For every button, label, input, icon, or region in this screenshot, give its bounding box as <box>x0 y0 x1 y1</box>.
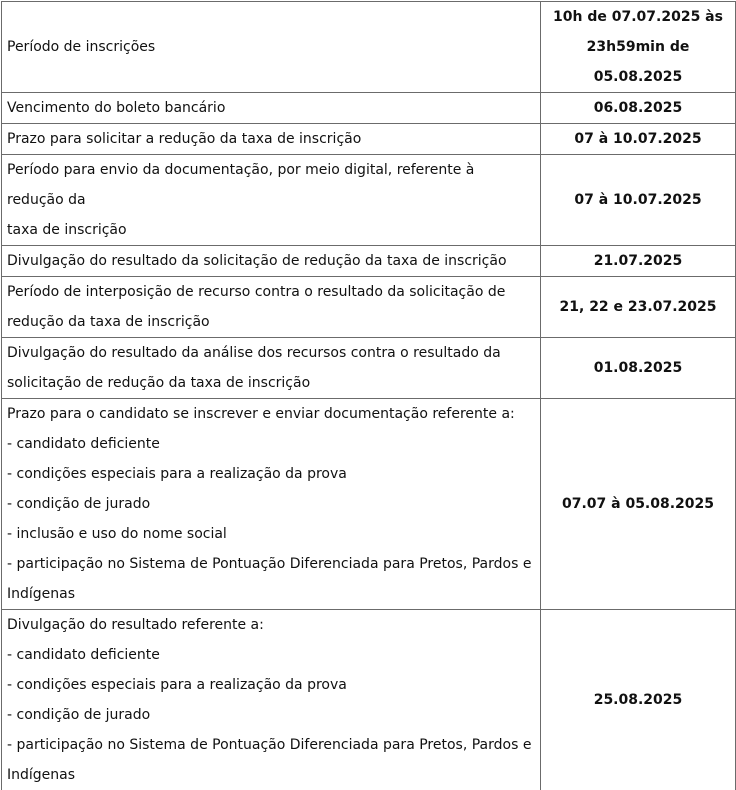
event-date <box>541 93 736 124</box>
event-description-line: solicitação de redução da taxa de inscrição <box>7 368 535 398</box>
event-description-line: - participação no Sistema de Pontuação Diferenciada para Pretos, Pardos e <box>7 730 535 760</box>
event-date <box>541 399 736 610</box>
event-date <box>541 155 736 246</box>
event-description-line: - candidato deficiente <box>7 429 535 459</box>
event-date <box>541 338 736 399</box>
schedule-row <box>2 155 736 246</box>
event-description-line: Indígenas <box>7 579 535 609</box>
event-description <box>2 277 541 338</box>
event-date-line: 10h de 07.07.2025 às <box>546 2 730 32</box>
event-description-line: redução da taxa de inscrição <box>7 307 535 337</box>
event-description <box>2 610 541 790</box>
schedule-body <box>2 2 736 790</box>
event-description <box>2 93 541 124</box>
event-description-line: Período de inscrições <box>7 32 535 62</box>
event-date-line: 06.08.2025 <box>546 93 730 123</box>
event-description-line: Divulgação do resultado da análise dos recursos contra o resultado da <box>7 338 535 368</box>
event-date <box>541 277 736 338</box>
schedule-row <box>2 124 736 155</box>
event-description-line: - condição de jurado <box>7 489 535 519</box>
event-date <box>541 246 736 277</box>
schedule-table <box>1 1 736 790</box>
schedule-row <box>2 610 736 790</box>
event-description-line: - inclusão e uso do nome social <box>7 519 535 549</box>
event-description <box>2 399 541 610</box>
event-description-line: - condição de jurado <box>7 700 535 730</box>
event-description-line: Prazo para solicitar a redução da taxa de inscrição <box>7 124 535 154</box>
event-description-line: - participação no Sistema de Pontuação Diferenciada para Pretos, Pardos e <box>7 549 535 579</box>
event-description <box>2 2 541 93</box>
event-description-line: taxa de inscrição <box>7 215 535 245</box>
event-date <box>541 2 736 93</box>
schedule-row <box>2 399 736 610</box>
event-date-line: 07 à 10.07.2025 <box>546 185 730 215</box>
event-date-line: 07.07 à 05.08.2025 <box>546 489 730 519</box>
schedule-row <box>2 277 736 338</box>
event-description <box>2 338 541 399</box>
event-date-line: 01.08.2025 <box>546 353 730 383</box>
event-description-line: Vencimento do boleto bancário <box>7 93 535 123</box>
event-description-line: - condições especiais para a realização da prova <box>7 670 535 700</box>
schedule-row <box>2 2 736 93</box>
event-description <box>2 155 541 246</box>
event-description-line: - candidato deficiente <box>7 640 535 670</box>
schedule-row <box>2 93 736 124</box>
event-date <box>541 610 736 790</box>
event-description-line: Indígenas <box>7 760 535 790</box>
event-description <box>2 124 541 155</box>
event-description-line: Período para envio da documentação, por meio digital, referente à redução da <box>7 155 535 215</box>
event-description-line: Divulgação do resultado referente a: <box>7 610 535 640</box>
event-date-line: 21, 22 e 23.07.2025 <box>546 292 730 322</box>
event-date-line: 21.07.2025 <box>546 246 730 276</box>
event-date-line: 23h59min de 05.08.2025 <box>546 32 730 92</box>
event-description <box>2 246 541 277</box>
schedule-row <box>2 246 736 277</box>
event-date <box>541 124 736 155</box>
event-description-line: - condições especiais para a realização da prova <box>7 459 535 489</box>
event-description-line: Período de interposição de recurso contra o resultado da solicitação de <box>7 277 535 307</box>
event-date-line: 07 à 10.07.2025 <box>546 124 730 154</box>
schedule-row <box>2 338 736 399</box>
event-description-line: Divulgação do resultado da solicitação de redução da taxa de inscrição <box>7 246 535 276</box>
event-date-line: 25.08.2025 <box>546 685 730 715</box>
event-description-line: Prazo para o candidato se inscrever e enviar documentação referente a: <box>7 399 535 429</box>
